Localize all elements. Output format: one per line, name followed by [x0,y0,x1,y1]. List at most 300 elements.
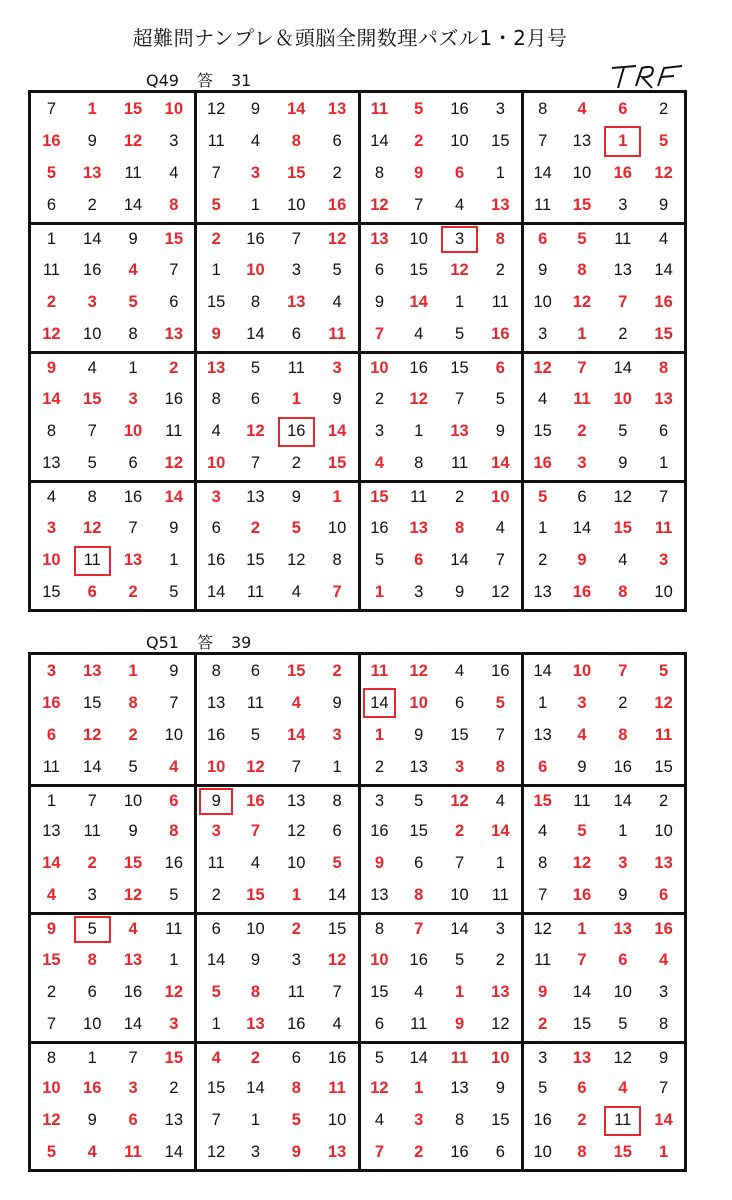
sudoku-cell: 3 [454,757,465,776]
sudoku-cell: 4 [358,1105,399,1137]
sudoku-cell: 8 [128,325,138,344]
sudoku-cell: 5 [332,854,342,873]
sudoku-cell: 6 [618,950,628,969]
sudoku-cell: 11 [153,912,194,944]
sudoku-cell: 1 [250,1111,261,1130]
sudoku-cell: 7 [414,196,424,215]
sudoku-cell: 6 [87,583,97,602]
sudoku-cell: 10 [42,1079,61,1098]
sudoku-cell: 12 [194,1137,235,1169]
sudoku-cell: 1 [659,1143,669,1162]
sudoku-cell: 12 [521,351,562,383]
sudoku-cell: 1 [31,784,72,816]
sudoku-cell: 7 [194,1105,235,1137]
sudoku-cell: 14 [327,422,347,441]
sudoku-cell: 1 [291,389,301,408]
sudoku-cell: 9 [250,950,261,969]
sudoku-cell: 3 [250,1143,261,1162]
sudoku-grid [28,90,687,612]
sudoku-cell: 7 [46,1014,56,1033]
sudoku-cell: 9 [454,1014,465,1033]
sudoku-cell: 15 [613,1143,632,1162]
sudoku-cell: 14 [521,158,562,190]
sudoku-cell: 12 [83,725,102,744]
sudoku-cell: 16 [164,389,184,408]
sudoku-cell: 14 [450,551,469,570]
sudoku-cell: 1 [414,422,424,441]
sudoku-cell: 8 [480,222,521,254]
sudoku-cell: 3 [414,583,424,602]
sudoku-cell: 12 [194,93,235,125]
sudoku-cell: 12 [327,950,347,969]
sudoku-cell: 2 [454,822,465,841]
sudoku-cell: 5 [659,131,669,150]
sudoku-cell: 16 [287,1014,306,1033]
sudoku-cell: 2 [659,99,669,118]
sudoku-cell: 12 [602,480,643,512]
sudoku-cell: 5 [454,950,465,969]
sudoku-cell: 12 [450,260,469,279]
sudoku-cell: 14 [194,577,235,609]
sudoku-cell: 3 [358,784,399,816]
sudoku-cell: 13 [654,389,673,408]
sudoku-cell: 8 [332,551,342,570]
sudoku-cell: 11 [450,454,469,473]
sudoku-cell: 3 [291,260,301,279]
sudoku-cell: 3 [577,454,587,473]
sudoku-cell: 3 [194,480,235,512]
sudoku-cell: 4 [113,912,154,944]
sudoku-cell: 3 [480,912,521,944]
sudoku-cell: 7 [46,99,56,118]
sudoku-cell: 9 [495,422,505,441]
sudoku-cell: 7 [87,422,97,441]
sudoku-cell: 15 [409,260,428,279]
sudoku-cell: 4 [480,784,521,816]
sudoku-cell: 13 [572,131,592,150]
sudoku-cell: 5 [128,757,138,776]
sudoku-cell: 4 [250,131,261,150]
sudoku-cell: 5 [358,545,399,577]
sudoku-cell: 15 [613,518,632,537]
sudoku-cell: 1 [577,325,587,344]
sudoku-cell: 10 [327,518,347,537]
sudoku-cell: 8 [169,196,179,215]
sudoku-cell: 2 [194,222,235,254]
sudoku-cell: 8 [454,1111,465,1130]
question-label [146,68,269,91]
sudoku-cell: 5 [46,164,56,183]
sudoku-cell: 12 [246,422,265,441]
sudoku-cell: 2 [577,422,587,441]
sudoku-cell: 11 [124,164,142,183]
sudoku-cell: 7 [250,822,261,841]
sudoku-cell: 4 [169,757,179,776]
sudoku-cell: 2 [250,518,261,537]
sudoku-cell: 9 [291,1143,301,1162]
sudoku-cell: 4 [454,196,465,215]
sudoku-cell: 4 [87,1143,97,1162]
sudoku-cell: 15 [42,583,61,602]
sudoku-cell: 8 [317,784,358,816]
sudoku-cell: 11 [194,125,235,157]
sudoku-cell: 8 [169,822,179,841]
sudoku-cell: 14 [72,222,113,254]
sudoku-cell: 14 [327,886,347,905]
sudoku-cell: 15 [123,854,143,873]
sudoku-cell: 11 [491,293,509,312]
sudoku-cell: 7 [659,1079,669,1098]
sudoku-cell: 15 [317,912,358,944]
sudoku-cell: 3 [358,416,399,448]
sudoku-cell: 16 [317,1041,358,1073]
sudoku-cell: 3 [439,222,480,254]
sudoku-cell: 8 [577,260,587,279]
sudoku-cell: 14 [246,325,265,344]
sudoku-cell: 13 [246,1014,265,1033]
sudoku-cell: 7 [291,757,301,776]
sudoku-cell: 5 [194,976,235,1008]
sudoku-cell: 2 [332,661,342,680]
sudoku-cell: 12 [409,661,428,680]
sudoku-cell: 7 [72,784,113,816]
sudoku-cell: 12 [491,583,510,602]
sudoku-cell: 8 [46,422,56,441]
sudoku-cell: 9 [332,389,342,408]
sudoku-cell: 16 [83,1079,102,1098]
sudoku-cell: 9 [358,848,399,880]
sudoku-cell: 3 [521,319,562,351]
sudoku-cell: 9 [358,287,399,319]
sudoku-cell: 6 [358,254,399,286]
sudoku-cell: 11 [602,1105,643,1137]
sudoku-cell: 4 [250,854,261,873]
sudoku-cell: 1 [332,757,342,776]
sudoku-cell: 15 [521,784,562,816]
sudoku-cell: 7 [250,454,261,473]
sudoku-cell: 16 [613,164,632,183]
sudoku-cell: 8 [194,655,235,687]
sudoku-cell: 15 [83,693,102,712]
sudoku-cell: 12 [287,822,306,841]
sudoku-cell: 8 [659,1014,669,1033]
sudoku-cell: 4 [659,950,669,969]
sudoku-cell: 14 [246,1079,265,1098]
sudoku-cell: 5 [358,1041,399,1073]
sudoku-cell: 1 [169,950,179,969]
sudoku-cell: 7 [495,551,505,570]
sudoku-cell: 4 [46,886,56,905]
sudoku-cell: 5 [128,293,138,312]
sudoku-cell: 7 [276,222,317,254]
sudoku-cell: 12 [358,1073,399,1105]
sudoku-cell: 8 [521,848,562,880]
sudoku-cell: 14 [521,655,562,687]
sudoku-cell: 1 [194,254,235,286]
sudoku-cell: 11 [287,982,305,1001]
sudoku-cell: 7 [358,1137,399,1169]
sudoku-cell: 13 [235,480,276,512]
sudoku-cell: 13 [562,1041,603,1073]
sudoku-cell: 13 [83,661,102,680]
sudoku-cell: 1 [521,687,562,719]
sudoku-cell: 16 [42,693,61,712]
sudoku-cell: 6 [128,454,138,473]
sudoku-cell: 13 [358,222,399,254]
sudoku-cell: 6 [414,551,424,570]
sudoku-cell: 5 [46,1143,56,1162]
sudoku-cell: 6 [521,751,562,783]
sudoku-cell: 6 [332,822,342,841]
sudoku-cell: 11 [573,389,591,408]
sudoku-cell: 12 [246,757,265,776]
sudoku-cell: 9 [454,583,465,602]
sudoku-cell: 11 [246,693,265,712]
sudoku-cell: 9 [332,693,342,712]
sudoku-cell: 10 [164,99,184,118]
sudoku-cell: 4 [169,164,179,183]
sudoku-cell: 8 [414,454,424,473]
sudoku-cell: 10 [113,784,154,816]
sudoku-cell: 15 [153,1041,194,1073]
sudoku-cell: 8 [87,950,97,969]
sudoku-cell: 7 [358,319,399,351]
sudoku-cell: 8 [521,93,562,125]
sudoku-cell: 8 [454,518,465,537]
sudoku-cell: 16 [491,661,510,680]
sudoku-cell: 11 [165,422,183,441]
sudoku-cell: 13 [164,1111,184,1130]
sudoku-cell: 13 [194,687,235,719]
sudoku-cell: 5 [169,583,179,602]
sudoku-cell: 1 [602,125,643,157]
sudoku-cell: 8 [250,293,261,312]
sudoku-cell: 4 [332,293,342,312]
sudoku-cell: 13 [194,351,235,383]
sudoku-cell: 14 [123,196,143,215]
sudoku-cell: 15 [287,164,306,183]
sudoku-cell: 6 [577,1079,587,1098]
sudoku-cell: 6 [332,131,342,150]
sudoku-cell: 1 [31,222,72,254]
sudoku-cell: 12 [358,190,399,222]
sudoku-cell: 3 [495,99,505,118]
sudoku-cell: 9 [31,351,72,383]
sudoku-cell: 6 [128,1111,138,1130]
sudoku-cell: 9 [618,454,628,473]
sudoku-cell: 1 [317,480,358,512]
sudoku-cell: 1 [358,719,399,751]
sudoku-cell: 16 [450,1143,469,1162]
sudoku-cell: 2 [577,1111,587,1130]
sudoku-cell: 10 [358,944,399,976]
sudoku-cell: 16 [409,950,428,969]
sudoku-cell: 3 [659,551,669,570]
sudoku-cell: 12 [572,293,592,312]
sudoku-cell: 11 [602,222,643,254]
sudoku-cell: 4 [521,383,562,415]
sudoku-cell: 4 [194,1041,235,1073]
sudoku-cell: 6 [250,389,261,408]
sudoku-cell: 6 [169,293,179,312]
sudoku-cell: 1 [250,196,261,215]
sudoku-cell: 15 [358,480,399,512]
sudoku-cell: 15 [327,454,347,473]
sudoku-cell: 9 [577,551,587,570]
sudoku-cell: 4 [291,583,301,602]
sudoku-cell: 9 [87,131,97,150]
sudoku-cell: 2 [414,131,424,150]
sudoku-cell: 6 [194,512,235,544]
sudoku-cell: 9 [577,757,587,776]
sudoku-cell: 3 [317,351,358,383]
sudoku-cell: 10 [480,480,521,512]
sudoku-cell: 1 [128,661,138,680]
sudoku-cell: 16 [113,480,154,512]
sudoku-cell: 3 [659,982,669,1001]
sudoku-cell: 10 [398,222,439,254]
sudoku-cell: 3 [332,725,342,744]
sudoku-cell: 2 [358,751,399,783]
sudoku-cell: 1 [521,512,562,544]
sudoku-cell: 11 [654,518,673,537]
sudoku-cell: 14 [654,1111,673,1130]
sudoku-cell: 9 [194,319,235,351]
sudoku-cell: 1 [454,293,465,312]
sudoku-cell: 11 [358,93,399,125]
sudoku-cell: 6 [276,1041,317,1073]
question-label [146,630,269,653]
sudoku-cell: 13 [654,854,673,873]
sudoku-cell: 2 [332,164,342,183]
sudoku-cell: 11 [491,886,509,905]
sudoku-cell: 1 [454,982,465,1001]
sudoku-cell: 2 [169,1079,179,1098]
sudoku-cell: 7 [332,982,342,1001]
sudoku-cell: 16 [327,196,347,215]
sudoku-cell: 1 [72,1041,113,1073]
sudoku-cell: 15 [572,196,592,215]
sudoku-cell: 11 [521,944,562,976]
sudoku-cell: 8 [72,480,113,512]
sudoku-cell: 2 [358,383,399,415]
sudoku-cell: 6 [46,196,56,215]
sudoku-cell: 12 [164,982,184,1001]
sudoku-cell: 14 [287,99,306,118]
sudoku-cell: 10 [42,551,61,570]
sudoku-cell: 10 [194,751,235,783]
sudoku-cell: 5 [454,325,465,344]
sudoku-cell: 13 [521,577,562,609]
sudoku-cell: 4 [414,325,424,344]
sudoku-cell: 16 [276,416,317,448]
sudoku-cell: 15 [572,1014,592,1033]
sudoku-cell: 15 [194,287,235,319]
sudoku-cell: 2 [439,480,480,512]
sudoku-cell: 7 [113,1041,154,1073]
sudoku-cell: 5 [87,454,97,473]
sudoku-cell: 10 [246,260,265,279]
sudoku-cell: 5 [414,99,424,118]
sudoku-cell: 3 [46,661,56,680]
sudoku-cell: 14 [42,854,61,873]
sudoku-cell: 8 [128,693,138,712]
sudoku-cell: 16 [572,886,592,905]
sudoku-cell: 6 [618,99,628,118]
sudoku-cell: 4 [618,551,628,570]
sudoku-cell: 8 [414,886,424,905]
sudoku-cell: 1 [414,1079,424,1098]
sudoku-cell: 2 [414,1143,424,1162]
sudoku-cell: 13 [602,912,643,944]
sudoku-cell: 3 [194,816,235,848]
sudoku-cell: 12 [42,325,61,344]
sudoku-cell: 13 [123,551,143,570]
sudoku-cell: 5 [577,822,587,841]
sudoku-cell: 15 [450,725,469,744]
sudoku-cell: 3 [250,164,261,183]
sudoku-cell: 12 [42,1111,61,1130]
sudoku-cell: 5 [495,389,505,408]
sudoku-cell: 6 [454,164,465,183]
sudoku-cell: 14 [123,1014,143,1033]
sudoku-cell: 13 [491,196,510,215]
sudoku-cell: 12 [287,551,306,570]
sudoku-cell: 10 [287,196,306,215]
sudoku-cell: 11 [83,822,101,841]
sudoku-cell: 10 [572,164,592,183]
sudoku-cell: 10 [613,389,632,408]
sudoku-cell: 11 [124,1143,142,1162]
sudoku-cell: 13 [276,784,317,816]
sudoku-cell: 16 [654,293,673,312]
sudoku-cell: 15 [42,950,61,969]
sudoku-cell: 14 [602,351,643,383]
question-number: Q49 [146,71,179,90]
sudoku-cell: 10 [287,854,306,873]
sudoku-cell: 12 [83,518,102,537]
sudoku-cell: 10 [654,583,673,602]
sudoku-cell: 7 [618,661,628,680]
sudoku-cell: 9 [194,784,235,816]
sudoku-cell: 2 [128,725,138,744]
sudoku-cell: 4 [495,518,505,537]
sudoku-cell: 9 [521,254,562,286]
sudoku-cell: 8 [577,1143,587,1162]
sudoku-cell: 2 [194,880,235,912]
sudoku-cell: 15 [409,822,428,841]
sudoku-cell: 9 [414,725,424,744]
sudoku-cell: 2 [495,950,505,969]
sudoku-cell: 8 [291,1079,301,1098]
sudoku-cell: 9 [276,480,317,512]
sudoku-cell: 7 [169,693,179,712]
sudoku-cell: 14 [164,1143,184,1162]
sudoku-cell: 8 [194,383,235,415]
sudoku-cell: 16 [521,448,562,480]
sudoku-cell: 12 [572,854,592,873]
sudoku-cell: 10 [480,1041,521,1073]
sudoku-cell: 5 [72,912,113,944]
sudoku-cell: 16 [450,99,469,118]
sudoku-cell: 7 [618,293,628,312]
sudoku-cell: 12 [439,784,480,816]
sudoku-cell: 16 [358,512,399,544]
sudoku-cell: 7 [562,351,603,383]
sudoku-cell: 3 [128,389,138,408]
sudoku-cell: 8 [31,1041,72,1073]
sudoku-cell: 12 [317,222,358,254]
